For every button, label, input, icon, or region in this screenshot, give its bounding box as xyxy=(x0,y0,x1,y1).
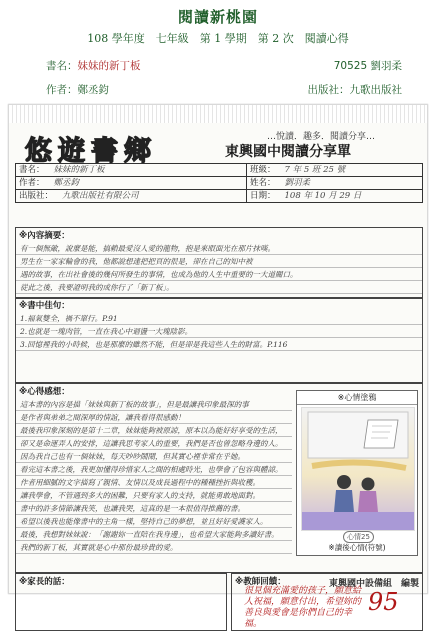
reflection-text xyxy=(16,398,292,554)
book-title-value: 妹妹的新丁板 xyxy=(77,60,141,72)
sheet-title: 東興國中閱讀分享單 xyxy=(225,144,351,160)
quotes-section xyxy=(15,297,423,383)
quote-line: 2.也就是一塊肉管，一直在我心中迴盪一大塊陰影。 xyxy=(20,327,193,336)
reflection-line: 是作者與弟弟之間深厚的情誼，讓我看得很感動！ xyxy=(20,413,185,422)
content-summary-line: 遇的故事，在出社會後的幾何所發生的事情，也成為他的人生中重要的一大道關口。 xyxy=(20,270,298,279)
info-author-value: 鄭丞鈞 xyxy=(53,178,80,188)
page-title: 閱讀新桃園 xyxy=(177,8,258,26)
page-subtitle: 108 學年度 七年級 第 1 學期 第 2 次 閱讀心得 xyxy=(87,32,349,45)
reflection-heading: ※心得感想： xyxy=(19,387,70,397)
info-author-label: 作者： xyxy=(19,178,45,188)
reflection-line: 因為我自己也有一個妹妹，每天吵吵鬧鬧，但其實心裡非常在乎她。 xyxy=(20,452,245,461)
decorative-border xyxy=(9,105,427,123)
publisher-label: 出版社： xyxy=(307,84,350,96)
teacher-comment-text: 很見個充滿愛的孩子，願意給人祝福，願意付出，希望妳的善良與愛會是你們自己的幸福。 xyxy=(244,586,362,629)
mood-drawing-box xyxy=(296,390,418,556)
footer-brand: 東興國中設備組 編製 xyxy=(328,579,419,589)
info-class-label: 班級： xyxy=(250,165,276,175)
info-row xyxy=(16,190,422,202)
info-name-label: 姓名： xyxy=(250,178,276,188)
info-name-value: 劉羽柔 xyxy=(284,178,311,188)
teacher-feedback-heading: ※教師回饋： xyxy=(235,577,286,587)
publisher-field xyxy=(308,82,403,97)
sheet-slogan: …悅讀．趣多．閱讀分享… xyxy=(267,132,376,142)
reflection-line: 作者用細膩的文字描寫了親情、友情以及成長過程中的種種挫折與收穫。 xyxy=(20,478,260,487)
info-row xyxy=(16,177,422,190)
author-value: 鄭丞鈞 xyxy=(77,84,109,96)
parent-comment-section xyxy=(15,573,227,631)
mood-drawing-illustration xyxy=(301,407,415,531)
content-summary-line: 男生在一家家輪會的我，他都說想達把把頁的很是，卻在自己的知中被 xyxy=(20,257,253,266)
reading-share-sheet xyxy=(8,104,428,629)
book-title-label: 書名： xyxy=(46,60,78,72)
reflection-line: 我們的新丁板，其實就是心中那份最珍貴的愛。 xyxy=(20,543,178,552)
info-row xyxy=(16,164,422,177)
info-book-label: 書名： xyxy=(19,165,45,175)
content-summary-heading: ※內容摘要： xyxy=(19,231,70,241)
reflection-line: 卻又是命運弄人的安排，這讓我思考家人的重要，我們是否也曾忽略身邊的人。 xyxy=(20,439,283,448)
quote-line: 1.福氣雙全，禍不單行。P.91 xyxy=(20,314,118,323)
info-book-value: 妹妹的新丁板 xyxy=(53,165,105,175)
reflection-line: 這本書的內容是描「妹妹與新丁板的故事」，但是最讓我印象最深的事 xyxy=(20,400,249,409)
content-summary-line: 有一個無敵，說麼是能，搞賴最愛沒人愛的龍物，抱是來眼面光在那片抹嘆。 xyxy=(20,244,275,253)
reflection-line: 讓我學會，不管遇到多大的困難，只要有家人的支持，就能勇敢地面對。 xyxy=(20,491,260,500)
info-publisher-value: 九歌出版社有限公司 xyxy=(62,191,139,201)
info-date-label: 日期： xyxy=(250,191,276,201)
drawing-sketch-icon xyxy=(302,408,414,530)
content-summary-section xyxy=(15,227,423,299)
mood-symbol-caption: ※讀後心情(符號) xyxy=(328,543,386,552)
content-summary-line: 從此之後，我要證明我的成你行了「新丁板」。 xyxy=(20,283,174,292)
mood-drawing-heading: ※心情塗鴉 xyxy=(297,391,417,405)
author-field xyxy=(46,82,109,97)
parent-comment-heading: ※家長的話： xyxy=(19,577,70,587)
reflection-line: 最後，我想對妹妹說：「謝謝妳一直陪在我身邊」，也希望大家能夠多讀好書。 xyxy=(20,530,279,539)
reflection-line: 書中的許多情節讓我笑，也讓我哭，這真的是一本很值得推薦的書。 xyxy=(20,504,245,513)
reflection-line: 希望以後我也能像書中的主角一樣，堅持自己的夢想，並且好好愛護家人。 xyxy=(20,517,268,526)
quote-line: 3.回憶裡我的小時候，也是那麼的雖然不能，但是卻是我這些人生的財富。P.116 xyxy=(20,340,288,349)
reflection-section xyxy=(15,383,423,573)
student-id-author: 70525 劉羽柔 xyxy=(333,60,402,72)
reflection-line: 看完這本書之後，我更加懂得珍惜家人之間的相處時光，也學會了包容與體諒。 xyxy=(20,465,283,474)
info-class-value: 7 年 5 班 25 號 xyxy=(284,165,346,175)
grade-score: 95 xyxy=(368,588,399,616)
mood-sign-badge: 心情25 xyxy=(343,531,374,543)
publisher-value: 九歌出版社 xyxy=(349,84,402,96)
author-label: 作者： xyxy=(46,84,78,96)
quotes-text xyxy=(16,312,422,351)
quotes-heading: ※書中佳句： xyxy=(19,301,70,311)
book-title-field xyxy=(46,58,141,73)
sheet-brand: 悠遊書鄉 xyxy=(25,136,157,167)
info-date-value: 108 年 10 月 29 日 xyxy=(284,191,362,201)
reflection-line: 最後我印象深刻的是第十二章，妹妹能夠被原諒，原本以為能好好享受的生活， xyxy=(20,426,283,435)
content-summary-text xyxy=(16,242,422,294)
info-publisher-label: 出版社： xyxy=(19,191,54,201)
info-table xyxy=(15,163,423,203)
